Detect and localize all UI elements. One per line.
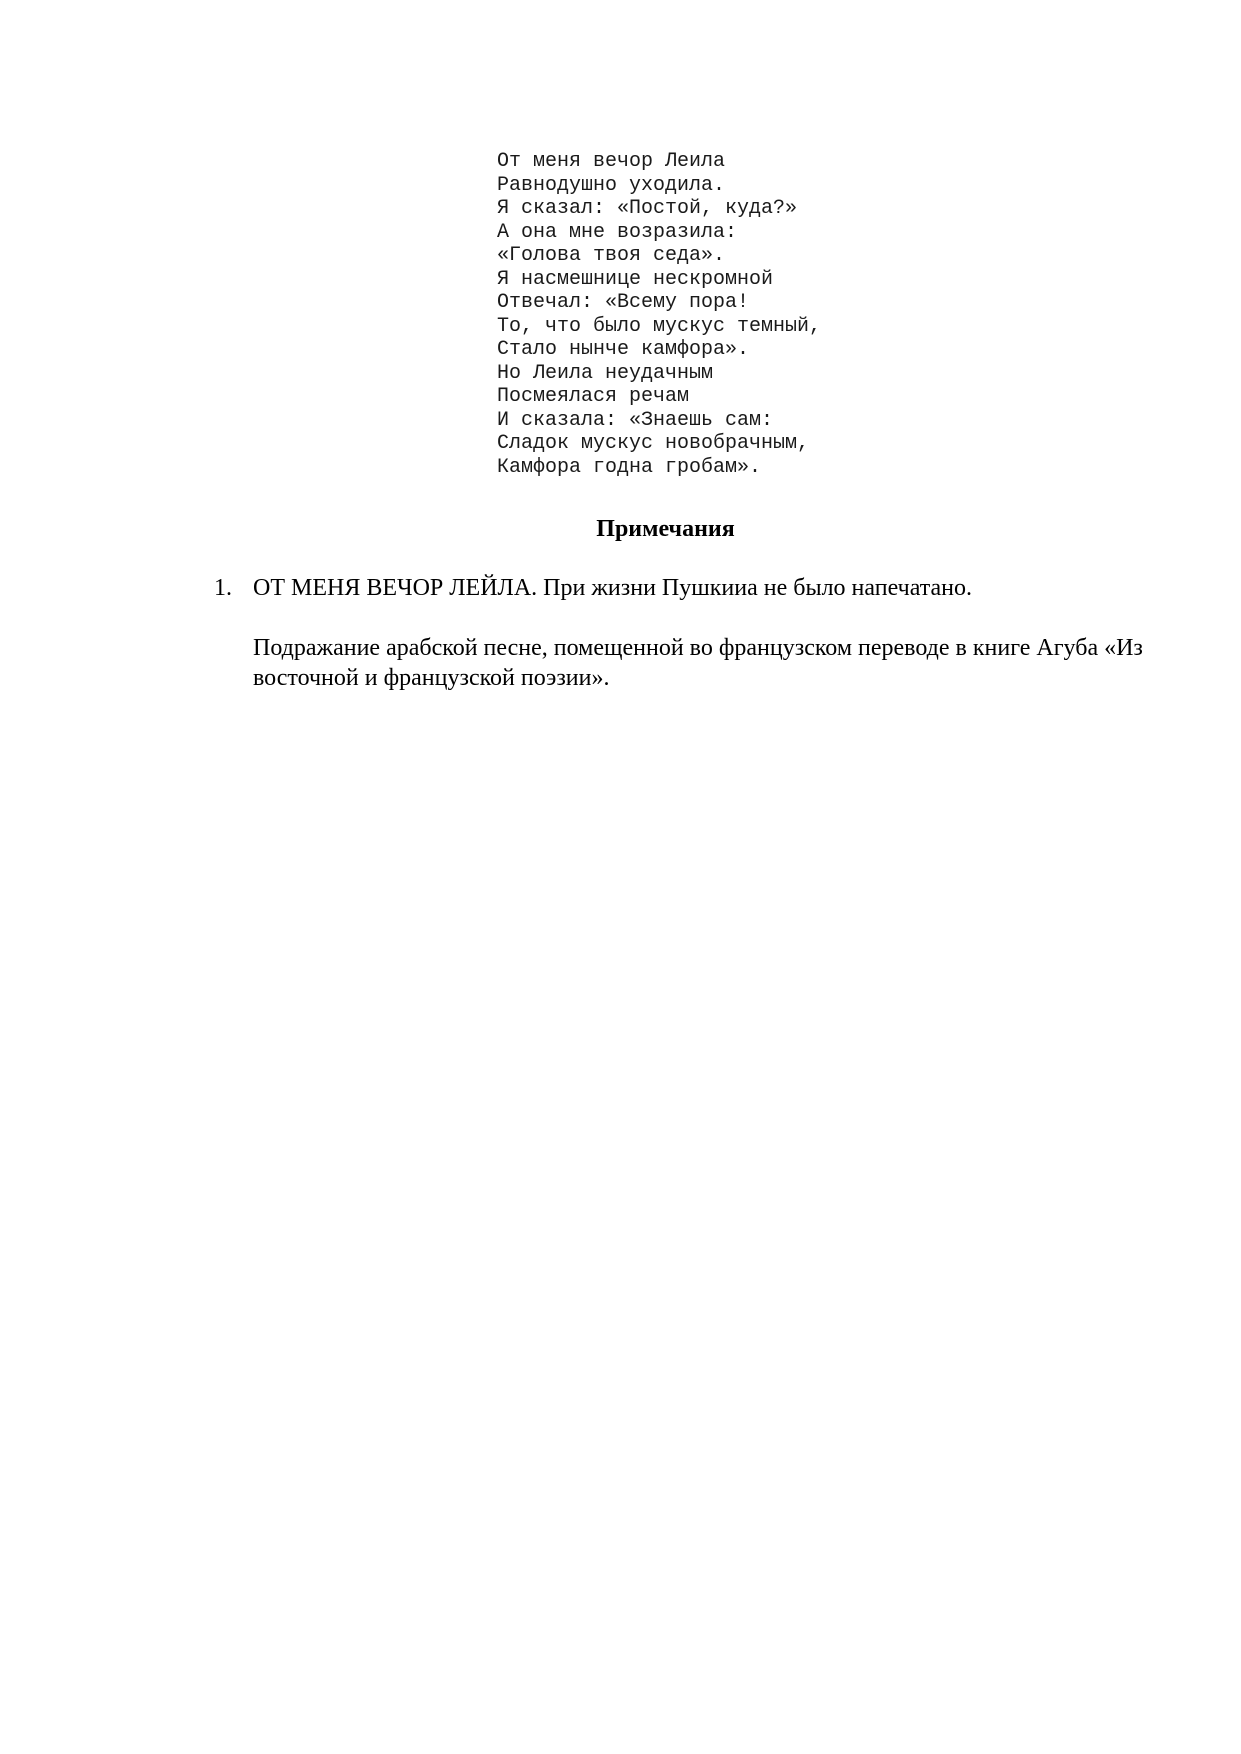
poem-line: Отвечал: «Всему пора!	[497, 291, 750, 314]
poem-line: А она мне возразила:	[497, 220, 738, 244]
poem-line: «Голова твоя седа».	[497, 244, 726, 267]
poem-line: От меня вечор Леила	[497, 150, 726, 173]
poem-line: Посмеялася речам	[497, 385, 690, 408]
poem-line: Стало нынче камфора».	[497, 338, 750, 361]
note-paragraph: Подражание арабской песне, помещенной во французском переводе в книге Агуба «Из восточной и французской поэзии».	[253, 635, 1143, 691]
poem-line: Сладок мускус новобрачным,	[497, 432, 810, 455]
poem-line: То, что было мускус темный,	[497, 314, 822, 338]
note-item	[214, 573, 1144, 693]
poem-line: Я сказал: «Постой, куда?»	[497, 197, 798, 220]
poem-line: Но Леила неудачным	[497, 361, 714, 385]
poem-line: Я насмешнице нескромной	[497, 267, 774, 291]
poem-line: И сказала: «Знаешь сам:	[497, 408, 774, 432]
poem	[497, 150, 821, 479]
notes-heading: Примечания	[596, 516, 735, 542]
note-paragraph: ОТ МЕНЯ ВЕЧОР ЛЕЙЛА. При жизни Пушкииа не было напечатано.	[253, 575, 973, 601]
poem-line: Равнодушно уходила.	[497, 173, 726, 197]
poem-line: Камфора годна гробам».	[497, 455, 762, 479]
notes-list	[214, 573, 1144, 693]
note-number: 1.	[214, 575, 232, 601]
